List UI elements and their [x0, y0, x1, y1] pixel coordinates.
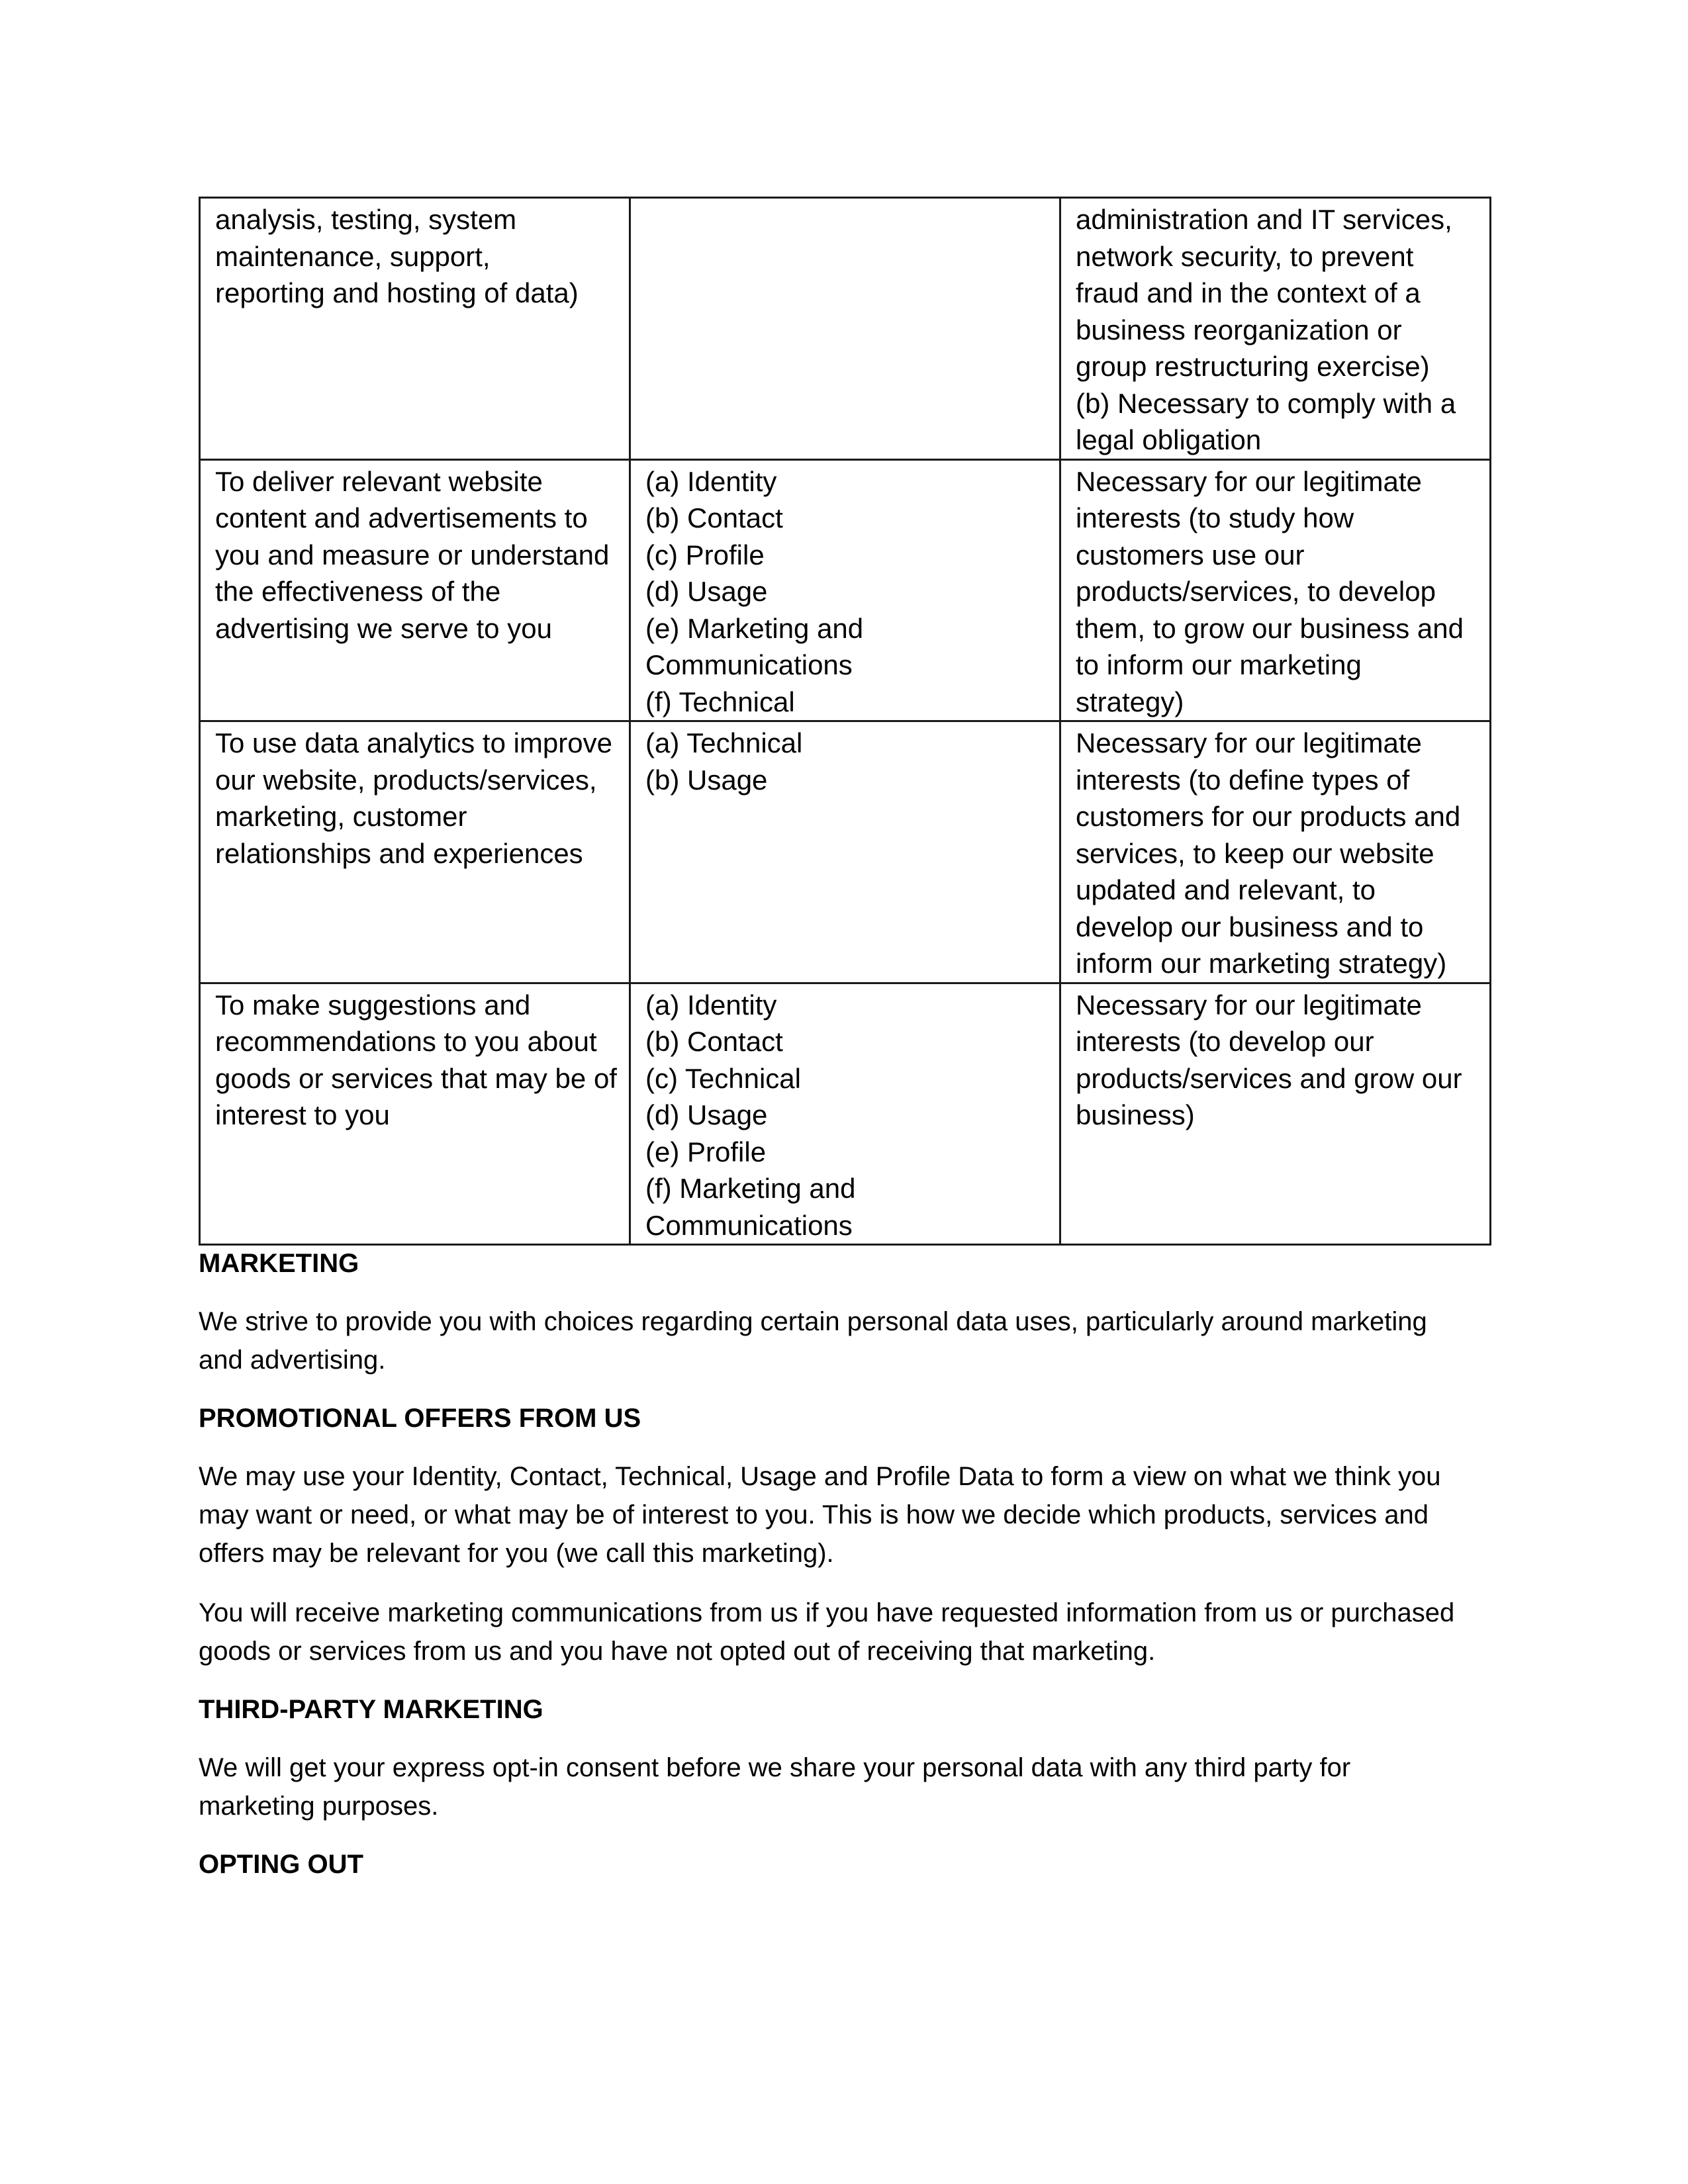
cell-line: relationships and experiences — [215, 837, 583, 869]
cell-line: reporting and hosting of data) — [215, 277, 579, 308]
table-row — [200, 721, 1491, 983]
cell-line: (e) Marketing and — [645, 612, 864, 644]
promotional-offers-heading: PROMOTIONAL OFFERS FROM US — [199, 1404, 641, 1433]
promotional-paragraph-1 — [199, 1457, 1489, 1572]
cell-line: updated and relevant, to — [1076, 874, 1376, 905]
cell-line: advertising we serve to you — [215, 612, 552, 644]
cell-line: (a) Identity — [645, 989, 777, 1021]
cell-line: fraud and in the context of a — [1076, 277, 1421, 308]
cell-line: (f) Marketing and — [645, 1173, 856, 1204]
cell-line: interest to you — [215, 1099, 390, 1130]
text-line: and advertising. — [199, 1345, 386, 1375]
cell-line: maintenance, support, — [215, 240, 491, 272]
marketing-intro — [199, 1302, 1489, 1379]
third-party-paragraph — [199, 1749, 1489, 1825]
cell-line: administration and IT services, — [1076, 204, 1452, 235]
cell-line: analysis, testing, system — [215, 204, 517, 235]
cell-line: (a) Identity — [645, 465, 777, 497]
text-line: marketing purposes. — [199, 1792, 439, 1821]
cell-line: (b) Contact — [645, 502, 783, 533]
cell-line: them, to grow our business and — [1076, 612, 1464, 644]
cell-line: business reorganization or — [1076, 314, 1402, 345]
cell-line: (d) Usage — [645, 576, 768, 607]
purpose-cell — [200, 459, 630, 721]
third-party-marketing-heading: THIRD-PARTY MARKETING — [199, 1695, 543, 1724]
data-type-cell — [630, 198, 1060, 460]
cell-line: our website, products/services, — [215, 764, 597, 796]
cell-line: (f) Technical — [645, 686, 795, 717]
cell-line: Necessary for our legitimate — [1076, 727, 1422, 758]
purpose-cell — [200, 721, 630, 983]
lawful-basis-table — [199, 197, 1491, 1246]
cell-line: Communications — [645, 1209, 853, 1241]
purpose-cell — [200, 983, 630, 1245]
cell-line: you and measure or understand — [215, 539, 610, 570]
cell-line: (b) Necessary to comply with a — [1076, 387, 1456, 419]
table-body — [200, 198, 1491, 1245]
promotional-paragraph-2 — [199, 1594, 1489, 1670]
page-content — [199, 197, 1489, 1883]
cell-line: services, to keep our website — [1076, 837, 1434, 869]
cell-line: group restructuring exercise) — [1076, 351, 1430, 382]
cell-line: business) — [1076, 1099, 1195, 1130]
purpose-cell — [200, 198, 630, 460]
cell-line: To use data analytics to improve — [215, 727, 612, 758]
cell-line: network security, to prevent — [1076, 240, 1414, 272]
cell-line: (b) Usage — [645, 764, 768, 796]
text-line: You will receive marketing communications from us if you have requested information from us or purchased — [199, 1598, 1455, 1627]
cell-line: products/services and grow our — [1076, 1062, 1462, 1094]
cell-line: To deliver relevant website — [215, 465, 543, 497]
cell-line: interests (to study how — [1076, 502, 1354, 533]
opting-out-heading: OPTING OUT — [199, 1850, 363, 1879]
cell-line: (c) Profile — [645, 539, 765, 570]
cell-line: marketing, customer — [215, 801, 467, 832]
cell-line: customers use our — [1076, 539, 1305, 570]
table-row — [200, 198, 1491, 460]
table-row — [200, 459, 1491, 721]
lawful-basis-cell — [1060, 983, 1491, 1245]
text-line: We may use your Identity, Contact, Technical, Usage and Profile Data to form a view on what we think you — [199, 1462, 1441, 1491]
text-line: We strive to provide you with choices regarding certain personal data uses, particularly around marketing — [199, 1307, 1427, 1336]
cell-line: To make suggestions and — [215, 989, 531, 1021]
data-type-cell — [630, 983, 1060, 1245]
text-line: We will get your express opt-in consent before we share your personal data with any third party for — [199, 1753, 1351, 1782]
table-row — [200, 983, 1491, 1245]
cell-line: content and advertisements to — [215, 502, 588, 533]
cell-line: customers for our products and — [1076, 801, 1461, 832]
cell-line: to inform our marketing — [1076, 649, 1362, 680]
cell-line: Communications — [645, 649, 853, 680]
text-line: may want or need, or what may be of interest to you. This is how we decide which products, services and — [199, 1500, 1429, 1529]
text-line: goods or services from us and you have not opted out of receiving that marketing. — [199, 1637, 1156, 1666]
cell-line: (d) Usage — [645, 1099, 768, 1130]
cell-line: develop our business and to — [1076, 911, 1424, 942]
cell-line: the effectiveness of the — [215, 576, 501, 607]
data-type-cell — [630, 721, 1060, 983]
text-line: offers may be relevant for you (we call this marketing). — [199, 1539, 834, 1568]
cell-line: (b) Contact — [645, 1026, 783, 1057]
lawful-basis-cell — [1060, 459, 1491, 721]
marketing-heading: MARKETING — [199, 1249, 359, 1278]
cell-line: interests (to develop our — [1076, 1026, 1374, 1057]
cell-line: Necessary for our legitimate — [1076, 989, 1422, 1021]
cell-line: (e) Profile — [645, 1136, 767, 1167]
cell-line: (a) Technical — [645, 727, 803, 758]
cell-line: goods or services that may be of — [215, 1062, 617, 1094]
cell-line: legal obligation — [1076, 424, 1262, 455]
lawful-basis-cell — [1060, 721, 1491, 983]
data-type-cell — [630, 459, 1060, 721]
cell-line: interests (to define types of — [1076, 764, 1410, 796]
cell-line: products/services, to develop — [1076, 576, 1436, 607]
cell-line: (c) Technical — [645, 1062, 801, 1094]
cell-line: recommendations to you about — [215, 1026, 597, 1057]
lawful-basis-cell — [1060, 198, 1491, 460]
cell-line: inform our marketing strategy) — [1076, 948, 1447, 979]
cell-line: Necessary for our legitimate — [1076, 465, 1422, 497]
cell-line: strategy) — [1076, 686, 1184, 717]
